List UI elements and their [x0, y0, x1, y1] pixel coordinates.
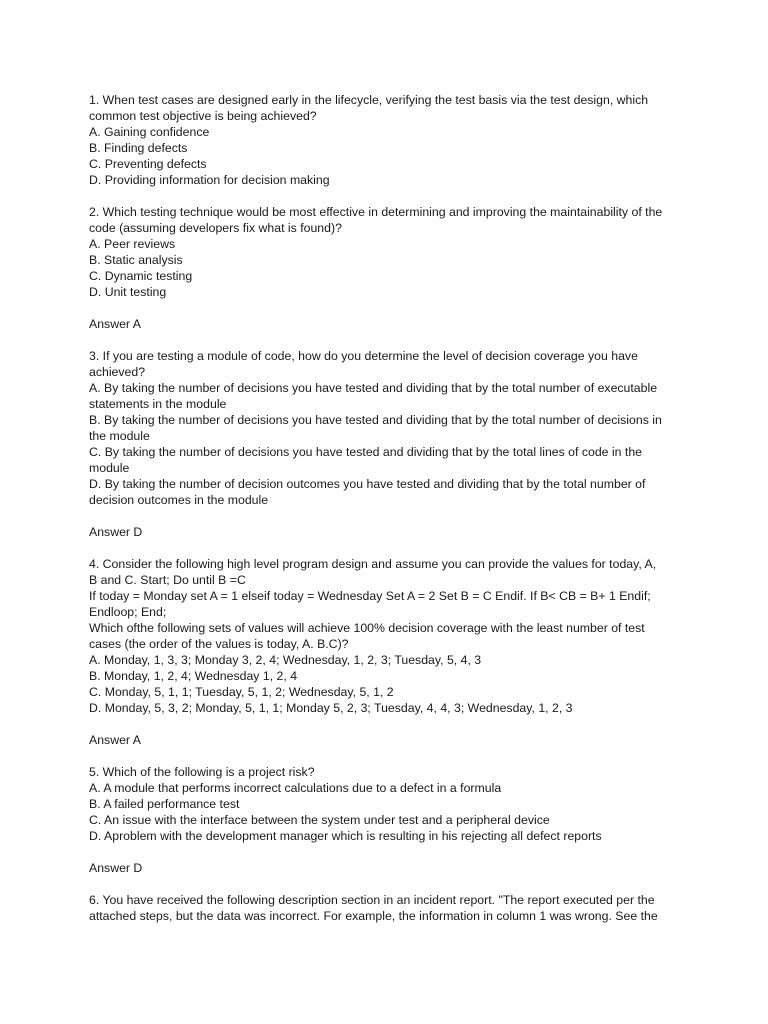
answer-line	[89, 316, 689, 332]
question-text: 4. Consider the following high level program design and assume you can provide the values for today, A,	[89, 557, 657, 571]
text-line: common test objective is being achieved?	[89, 109, 317, 123]
text-line: statements in the module	[89, 397, 227, 411]
text-line: B. Finding defects	[89, 141, 188, 155]
text-line: A. Gaining confidence	[89, 125, 210, 139]
text-line: module	[89, 461, 130, 475]
question-text: 1. When test cases are designed early in the lifecycle, verifying the test basis via the test design, which	[89, 93, 649, 107]
answer-line	[89, 860, 689, 876]
text-line: B. Static analysis	[89, 253, 183, 267]
text-line: D. Aproblem with the development manager which is resulting in his rejecting all defect reports	[89, 829, 602, 843]
text-line: B. A failed performance test	[89, 797, 240, 811]
answer-text: Answer A	[89, 317, 141, 331]
question-text: 5. Which of the following is a project risk?	[89, 765, 315, 779]
text-line: C. Monday, 5, 1, 1; Tuesday, 5, 1, 2; Wednesday, 5, 1, 2	[89, 685, 394, 699]
text-line: achieved?	[89, 365, 146, 379]
answer-text: Answer D	[89, 525, 143, 539]
text-line: B. Monday, 1, 2, 4; Wednesday 1, 2, 4	[89, 669, 298, 683]
text-line: Which ofthe following sets of values will achieve 100% decision coverage with the least number of test	[89, 621, 645, 635]
text-line: Endloop; End;	[89, 605, 167, 619]
question-block	[89, 204, 689, 300]
document-page	[89, 92, 689, 940]
question-block	[89, 556, 689, 716]
text-line: A. Peer reviews	[89, 237, 176, 251]
question-block	[89, 892, 689, 924]
text-line: C. Dynamic testing	[89, 269, 193, 283]
answer-text: Answer A	[89, 733, 141, 747]
text-line: code (assuming developers fix what is found)?	[89, 221, 342, 235]
text-line: attached steps, but the data was incorrect. For example, the information in column 1 was wrong. See the	[89, 909, 658, 923]
answer-line	[89, 524, 689, 540]
text-line: A. Monday, 1, 3, 3; Monday 3, 2, 4; Wednesday, 1, 2, 3; Tuesday, 5, 4, 3	[89, 653, 482, 667]
answer-text: Answer D	[89, 861, 143, 875]
text-line: C. Preventing defects	[89, 157, 207, 171]
text-line: D. Providing information for decision making	[89, 173, 330, 187]
text-line: the module	[89, 429, 150, 443]
question-block	[89, 348, 689, 508]
text-line: decision outcomes in the module	[89, 493, 269, 507]
question-block	[89, 92, 689, 188]
text-line: D. Monday, 5, 3, 2; Monday, 5, 1, 1; Monday 5, 2, 3; Tuesday, 4, 4, 3; Wednesday, 1, 2, 3	[89, 701, 573, 715]
question-text: 3. If you are testing a module of code, how do you determine the level of decision coverage you have	[89, 349, 638, 363]
text-line: B. By taking the number of decisions you have tested and dividing that by the total number of decisions in	[89, 413, 662, 427]
question-block	[89, 764, 689, 844]
text-line: D. By taking the number of decision outcomes you have tested and dividing that by the total number of	[89, 477, 646, 491]
text-line: A. By taking the number of decisions you have tested and dividing that by the total number of executable	[89, 381, 658, 395]
text-line: C. By taking the number of decisions you have tested and dividing that by the total lines of code in the	[89, 445, 643, 459]
question-text: 6. You have received the following description section in an incident report. "The report executed per the	[89, 893, 655, 907]
text-line: If today = Monday set A = 1 elseif today = Wednesday Set A = 2 Set B = C Endif. If B< CB = B+ 1 Endif;	[89, 589, 651, 603]
question-text: 2. Which testing technique would be most effective in determining and improving the maintainability of the	[89, 205, 663, 219]
text-line: B and C. Start; Do until B =C	[89, 573, 246, 587]
answer-line	[89, 732, 689, 748]
text-line: C. An issue with the interface between the system under test and a peripheral device	[89, 813, 550, 827]
text-line: cases (the order of the values is today, A. B.C)?	[89, 637, 349, 651]
text-line: D. Unit testing	[89, 285, 167, 299]
text-line: A. A module that performs incorrect calculations due to a defect in a formula	[89, 781, 502, 795]
